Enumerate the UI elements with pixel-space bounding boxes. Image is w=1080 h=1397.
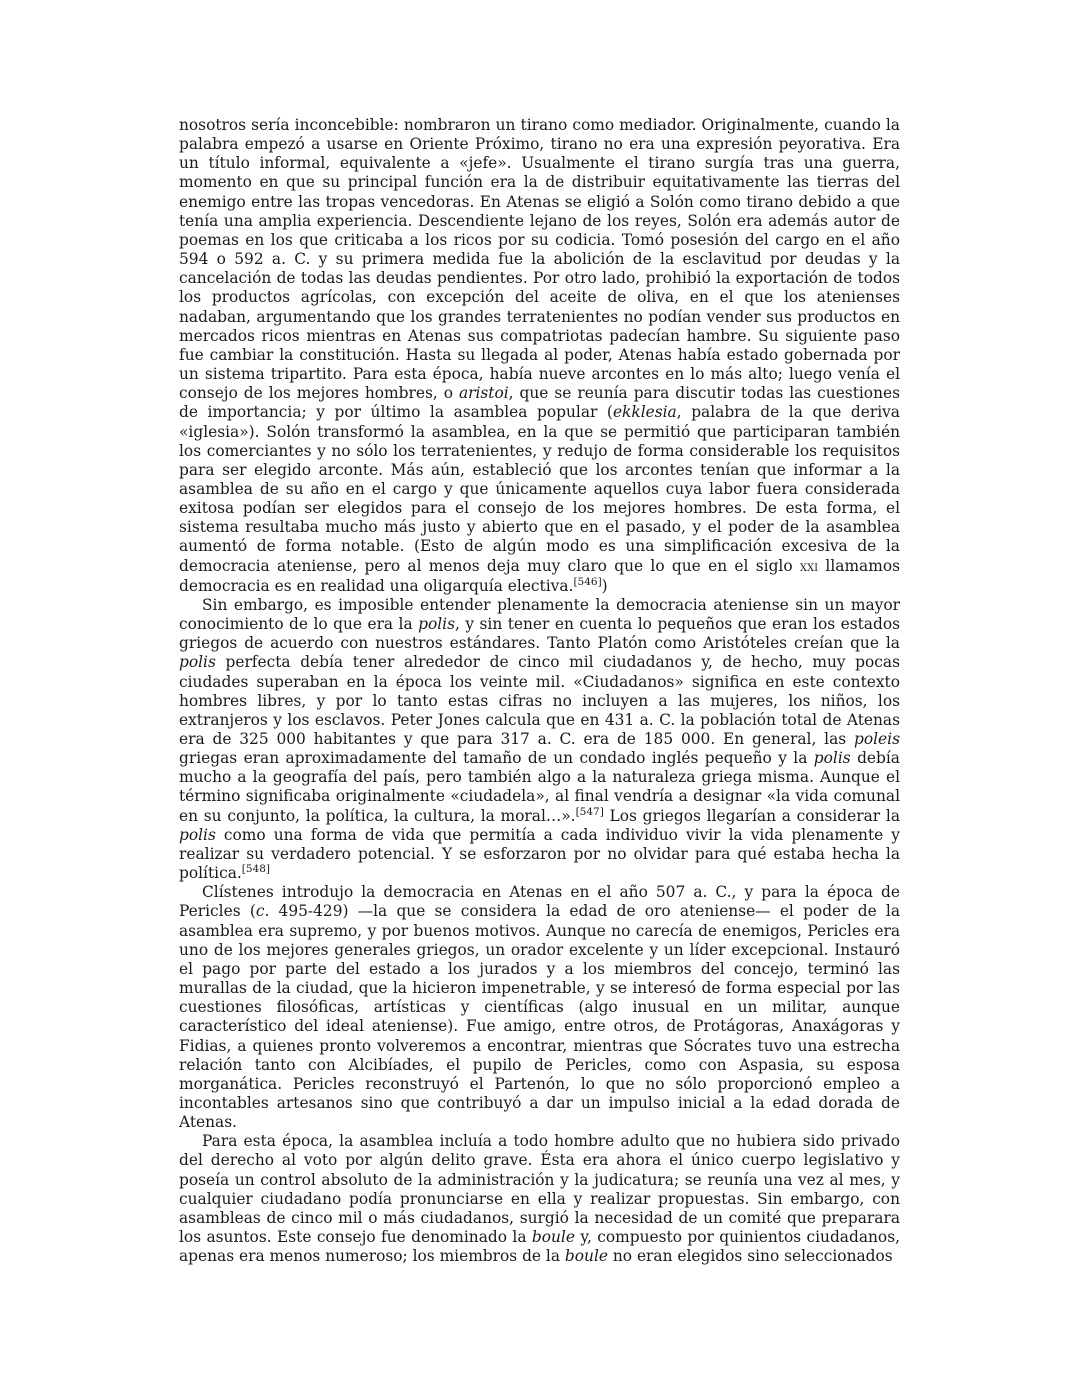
term-polis: polis [418, 615, 455, 634]
term-ekklesia: ekklesia [612, 403, 677, 422]
text-run: y, compuesto por quinientos ciudadanos, apenas era menos numeroso; los miembros de la [179, 1228, 900, 1266]
text-run: Los griegos llegarían a considerar la [603, 806, 900, 825]
term-poleis: poleis [854, 730, 900, 748]
paragraph-pericles [179, 883, 900, 1132]
century-numeral: xxi [799, 558, 819, 575]
term-polis: polis [813, 749, 851, 768]
text-run: no eran elegidos sino seleccionados [607, 1247, 893, 1266]
paragraph-polis [179, 596, 900, 883]
text-run: , palabra de la que deriva «iglesia»). Solón transformó la asamblea, en la que se permitió que participaran también los comerciantes y no sólo los terratenientes, y redujo de forma considerable los requisitos para ser elegido arconte. Más aún, estableció que los arcontes tenían que informar a la asamblea de su año en el cargo y que únicamente aquellos cuya labor fuera considerada exitosa podían ser elegidos para el consejo de los mejores hombres. De esta forma, el sistema resultaba mucho más justo y abierto que en el pasado, y el poder de la asamblea aumentó de forma notable. (Esto de algún modo es una simplificación excesiva de la democracia ateniense, pero al menos deja muy claro que lo que en el siglo [179, 403, 900, 575]
footnote-ref-547[interactable]: [547] [575, 805, 604, 818]
text-run: , y sin tener en cuenta lo pequeños que eran los estados griegos de acuerdo con nuestros estándares. Tanto Platón como Aristóteles creían que la [179, 615, 900, 653]
text-run: nosotros sería inconcebible: nombraron un tirano como mediador. Originalmente, cuando la palabra empezó a usarse en Oriente Próximo, tirano no era una expresión peyorativa. Era un título informal, equivalente a «jefe». Usualmente el tirano surgía tras una guerra, momento en que su principal función era la de distribuir equitativamente las tierras del enemigo entre las tropas vencedoras. En Atenas se eligió a Solón como tirano debido a que tenía una amplia experiencia. Descendiente lejano de los reyes, Solón era además autor de poemas en los que criticaba a los ricos por su codicia. Tomó posesión del cargo en el año 594 o 592 a. C. y su primera medida fue la abolición de la esclavitud por deudas y la cancelación de todas las deudas pendientes. Por otro lado, prohibió la exportación de todos los productos agrícolas, con excepción del aceite de oliva, en el que los atenienses nadaban, argumentando que los grandes terratenientes no podían vender sus productos en mercados ricos mientras en Atenas sus compatriotas padecían hambre. Su siguiente paso fue cambiar la constitución. Hasta su llegada al poder, Atenas había estado gobernada por un sistema tripartito. Para esta época, había nueve arcontes en lo más alto; luego venía el consejo de los mejores hombres, o [179, 116, 900, 403]
text-run: Sin embargo, es imposible entender plenamente la democracia ateniense sin un mayor conocimiento de lo que era la [179, 595, 900, 634]
text-run: griegas eran aproximadamente del tamaño de un condado inglés pequeño y la [179, 749, 814, 768]
term-boule: boule [564, 1247, 608, 1266]
paragraph-asamblea [179, 1132, 900, 1266]
book-page-text [179, 116, 900, 1266]
term-aristoi: aristoi [458, 384, 509, 403]
footnote-ref-548[interactable]: [548] [241, 862, 270, 875]
term-circa: c. [255, 902, 270, 921]
text-run: ) [601, 576, 608, 595]
term-polis: polis [179, 653, 216, 672]
footnote-ref-546[interactable]: [546] [573, 575, 602, 588]
text-run: , que se reunía para discutir todas las cuestiones de importancia; y por último la asamblea popular ( [179, 384, 900, 422]
paragraph-solon [179, 116, 900, 596]
text-run: Para esta época, la asamblea incluía a todo hombre adulto que no hubiera sido privado del derecho al voto por algún delito grave. Ésta era ahora el único cuerpo legislativo y poseía un control absoluto de la administración y la judicatura; se reunía una vez al mes, y cualquier ciudadano podía pronunciarse en ella y realizar propuestas. Sin embargo, con asambleas de cinco mil o más ciudadanos, surgió la necesidad de un comité que preparara los asuntos. Este consejo fue denominado la [179, 1132, 900, 1247]
text-run: debía mucho a la geografía del país, pero también algo a la naturaleza griega misma. Aunque el término significaba originalmente «ciudadela», al final vendría a designar «la vida comunal en su conjunto, la política, la cultura, la moral…». [179, 749, 900, 825]
text-run: perfecta debía tener alrededor de cinco mil ciudadanos y, de hecho, muy pocas ciudades superaban en la época los veinte mil. «Ciudadanos» significa en este contexto hombres libres, y por lo tanto estas cifras no incluyen a las mujeres, los niños, los extranjeros y los esclavos. Peter Jones calcula que en 431 a. C. la población total de Atenas era de 325 000 habitantes y que para 317 a. C. era de 185 000. En general, las [179, 653, 900, 748]
text-run: llamamos democracia es en realidad una oligarquía electiva. [179, 556, 900, 595]
text-run: 495-429) —la que se considera la edad de oro ateniense— el poder de la asamblea era supremo, y por buenos motivos. Aunque no carecía de enemigos, Pericles era uno de los mejores generales griegos, un orador excelente y un líder excepcional. Instauró el pago por parte del estado a los jurados y a los miembros del concejo, terminó las murallas de la ciudad, que la hicieron impenetrable, y se interesó de forma especial por las cuestiones filosóficas, artísticas y científicas (algo inusual en un militar, aunque característico del ideal ateniense). Fue amigo, entre otros, de Protágoras, Anaxágoras y Fidias, a quienes pronto volveremos a encontrar, mientras que Sócrates tuvo una estrecha relación tanto con Alcibíades, el pupilo de Pericles, como con Aspasia, su esposa morganática. Pericles reconstruyó el Partenón, lo que no sólo proporcionó empleo a incontables artesanos sino que contribuyó a dar un impulso inicial a la edad dorada de Atenas. [179, 902, 901, 1132]
term-polis: polis [179, 825, 216, 844]
text-run: Clístenes introdujo la democracia en Atenas en el año 507 a. C., y para la época de Pericles ( [179, 883, 900, 921]
term-boule: boule [531, 1228, 575, 1247]
text-run: como una forma de vida que permitía a cada individuo vivir la vida plenamente y realizar su verdadero potencial. Y se esforzaron por no olvidar para qué estaba hecha la política. [179, 825, 900, 883]
